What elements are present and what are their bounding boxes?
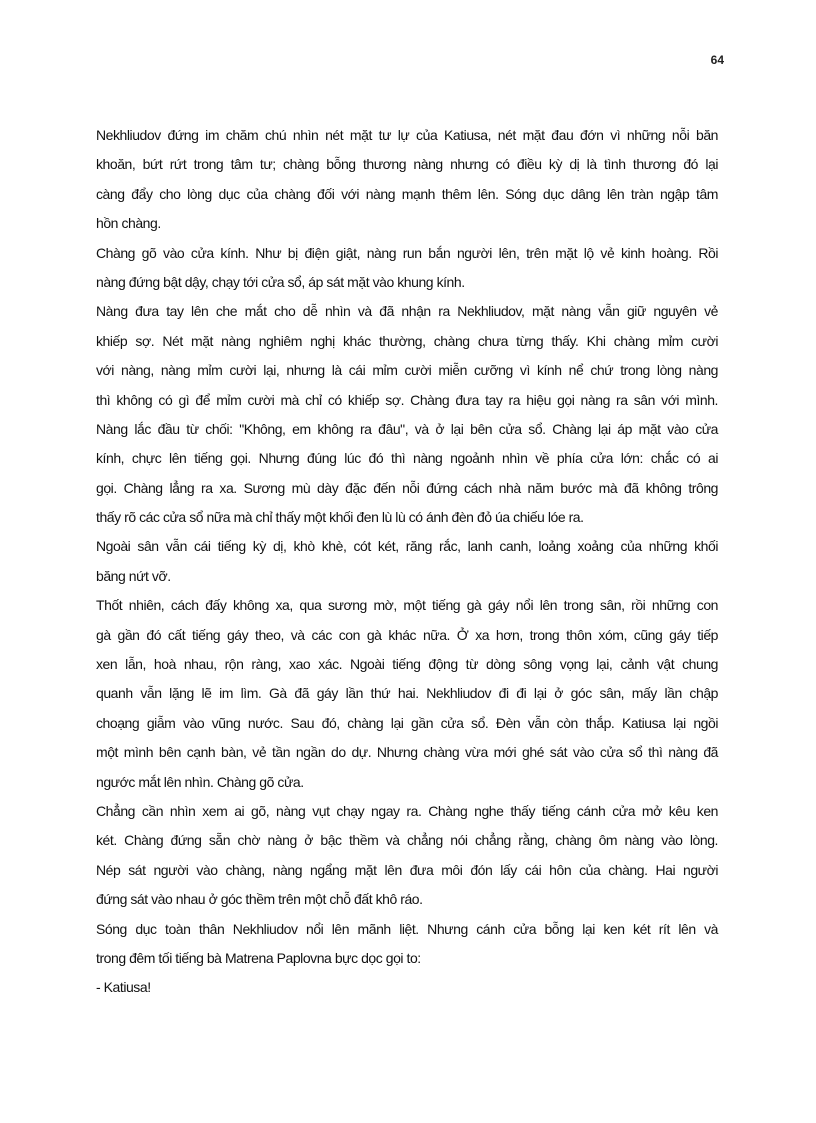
text-line: Chẳng cần nhìn xem ai gõ, nàng vụt chạy ngay ra. Chàng nghe thấy tiếng cánh cửa mở kêu ken <box>96 802 718 819</box>
text-line: Sóng dục toàn thân Nekhliudov nổi lên mãnh liệt. Nhưng cánh cửa bỗng lại ken két rít lên và <box>96 920 718 937</box>
page-number: 64 <box>710 53 724 67</box>
text-line: Nàng đưa tay lên che mắt cho dễ nhìn và đã nhận ra Nekhliudov, mặt nàng vẫn giữ nguyên vẻ <box>96 303 718 320</box>
text-line: thì không có gì để mỉm cười mà chỉ có khiếp sợ. Chàng đưa tay ra hiệu gọi nàng ra sân với mình. <box>96 391 718 408</box>
text-line: Ngoài sân vẫn cái tiếng kỳ dị, khò khè, cót két, răng rắc, lanh canh, loảng xoảng của những khối <box>96 538 718 555</box>
text-line: một mình bên cạnh bàn, vẻ tần ngần do dự. Nhưng chàng vừa mới ghé sát vào cửa sổ thì nàng đã <box>96 744 718 761</box>
text-line: gọi. Chàng lẳng ra xa. Sương mù dày đặc đến nỗi đứng cách nhà năm bước mà đã không trông <box>96 479 718 496</box>
text-line: đứng sát vào nhau ở góc thềm trên một chỗ đất khô ráo. <box>96 891 423 908</box>
text-line: xen lẫn, hoà nhau, rộn ràng, xao xác. Ngoài tiếng động từ dòng sông vọng lại, cảnh vật chung <box>96 656 718 673</box>
body-text <box>96 121 718 1003</box>
text-line: Thốt nhiên, cách đấy không xa, qua sương mờ, một tiếng gà gáy nổi lên trong sân, rồi những con <box>96 597 718 614</box>
text-line: kính, chực lên tiếng gọi. Nhưng đúng lúc đó thì nàng ngoảnh nhìn về phía cửa lớn: chắc có ai <box>96 450 718 467</box>
text-line: quanh vẫn lặng lẽ im lìm. Gà đã gáy lần thứ hai. Nekhliudov đi đi lại ở góc sân, mấy lần chập <box>96 685 718 702</box>
text-line: Chàng gõ vào cửa kính. Như bị điện giật, nàng run bắn người lên, trên mặt lộ vẻ kinh hoàng. Rồi <box>96 244 718 261</box>
text-line: - Katiusa! <box>96 979 151 996</box>
text-line: thấy rõ các cửa sổ nữa mà chỉ thấy một khối đen lù lù có ánh đèn đỏ úa chiếu lóe ra. <box>96 509 584 526</box>
text-line: nàng đứng bật dậy, chạy tới cửa sổ, áp sát mặt vào khung kính. <box>96 273 465 290</box>
text-line: két. Chàng đứng sẵn chờ nàng ở bậc thềm và chẳng nói chẳng rằng, chàng ôm nàng vào lòng. <box>96 832 718 849</box>
text-line: Nàng lắc đầu từ chối: "Không, em không ra đâu", và ở lại bên cửa sổ. Chàng lại áp mặt vào cửa <box>96 420 718 437</box>
text-line: trong đêm tối tiếng bà Matrena Paplovna bực dọc gọi to: <box>96 949 421 966</box>
text-line: gà gần đó cất tiếng gáy theo, và các con gà khác nữa. Ở xa hơn, trong thôn xóm, cũng gáy tiếp <box>96 626 718 643</box>
text-line: khoăn, bứt rứt trong tâm tư; chàng bỗng thương nàng nhưng có điều kỳ dị là tình thương đó lại <box>96 156 718 173</box>
text-line: choạng giẫm vào vũng nước. Sau đó, chàng lại gần cửa sổ. Đèn vẫn còn thắp. Katiusa lại ngồi <box>96 714 718 731</box>
text-line: càng đẩy cho lòng dục của chàng đối với nàng mạnh thêm lên. Sóng dục dâng lên tràn ngập tâm <box>96 185 718 202</box>
text-line: băng nứt vỡ. <box>96 567 171 584</box>
text-line: Nekhliudov đứng im chăm chú nhìn nét mặt tư lự của Katiusa, nét mặt đau đớn vì những nỗi băn <box>96 127 718 143</box>
text-line: Nép sát người vào chàng, nàng ngẩng mặt lên đưa môi đón lấy cái hôn của chàng. Hai người <box>96 861 718 878</box>
text-line: ngước mắt lên nhìn. Chàng gõ cửa. <box>96 773 304 790</box>
text-line: với nàng, nàng mỉm cười lại, nhưng là cái mỉm cười miễn cưỡng vì kính nể chứ trong lòng nàng <box>96 362 718 379</box>
text-line: khiếp sợ. Nét mặt nàng nghiêm nghị khác thường, chàng chưa từng thấy. Khi chàng mỉm cười <box>96 332 718 349</box>
text-line: hồn chàng. <box>96 215 161 232</box>
